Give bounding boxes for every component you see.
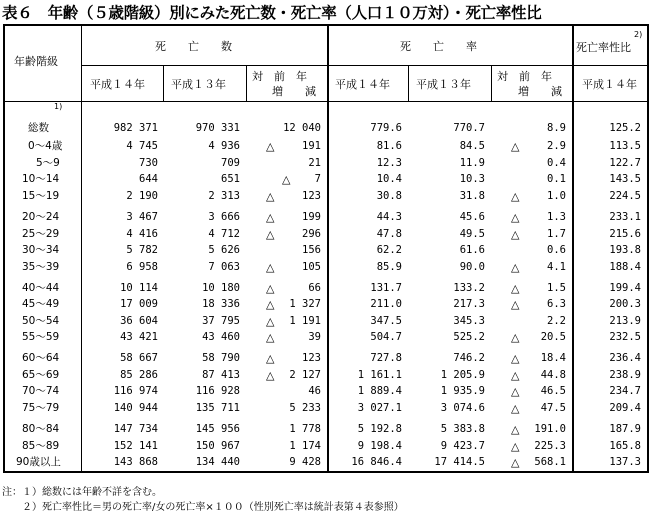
decrease-triangle-icon: △ <box>266 140 275 153</box>
column-divider <box>246 65 247 101</box>
decrease-triangle-icon: △ <box>511 211 520 224</box>
age-group-label: 20～24 <box>22 211 60 223</box>
cell-d14: 36 604 <box>120 315 158 327</box>
cell-rc: 6.3 <box>547 298 566 310</box>
cell-d14: 17 009 <box>120 298 158 310</box>
cell-d13: 18 336 <box>202 298 240 310</box>
cell-r14: 62.2 <box>376 244 402 256</box>
cell-r14: 12.3 <box>376 157 402 169</box>
decrease-triangle-icon: △ <box>511 352 520 365</box>
cell-rc: 1.5 <box>547 282 566 294</box>
cell-dc: 123 <box>302 352 321 364</box>
cell-ratio: 209.4 <box>609 402 641 414</box>
cell-d14: 2 190 <box>126 190 158 202</box>
header-age-group: 年齢階級 <box>14 55 58 68</box>
cell-rc: 8.9 <box>547 122 566 134</box>
age-group-label: 55～59 <box>22 331 60 343</box>
age-group-label: 80～84 <box>22 423 60 435</box>
cell-r14: 1 161.1 <box>357 369 402 381</box>
cell-rc: 1.0 <box>547 190 566 202</box>
cell-ratio: 143.5 <box>609 173 641 185</box>
cell-r14: 81.6 <box>376 140 402 152</box>
cell-d13: 150 967 <box>195 440 240 452</box>
cell-ratio: 122.7 <box>609 157 641 169</box>
cell-d14: 3 467 <box>126 211 158 223</box>
cell-d14: 147 734 <box>113 423 158 435</box>
header-ratio-footnote: 2) <box>634 30 643 39</box>
age-group-label: 30～34 <box>22 244 60 256</box>
cell-d13: 58 790 <box>202 352 240 364</box>
cell-rc: 1.3 <box>547 211 566 223</box>
cell-dc: 12 040 <box>283 122 321 134</box>
cell-ratio: 234.7 <box>609 385 641 397</box>
cell-dc: 191 <box>302 140 321 152</box>
cell-dc: 1 778 <box>289 423 321 435</box>
cell-ratio: 199.4 <box>609 282 641 294</box>
cell-d13: 970 331 <box>195 122 240 134</box>
cell-rc: 2.9 <box>547 140 566 152</box>
cell-d13: 2 313 <box>208 190 240 202</box>
age-group-label: 85～89 <box>22 440 60 452</box>
cell-rc: 2.2 <box>547 315 566 327</box>
cell-d14: 43 421 <box>120 331 158 343</box>
cell-d14: 5 782 <box>126 244 158 256</box>
cell-d13: 37 795 <box>202 315 240 327</box>
cell-rc: 18.4 <box>540 352 566 364</box>
decrease-triangle-icon: △ <box>266 315 275 328</box>
cell-d13: 709 <box>221 157 240 169</box>
cell-rc: 225.3 <box>534 440 566 452</box>
decrease-triangle-icon: △ <box>282 173 291 186</box>
cell-dc: 21 <box>308 157 321 169</box>
cell-r14: 727.8 <box>370 352 402 364</box>
decrease-triangle-icon: △ <box>266 369 275 382</box>
cell-r14: 5 192.8 <box>357 423 402 435</box>
cell-dc: 2 127 <box>289 369 321 381</box>
decrease-triangle-icon: △ <box>511 282 520 295</box>
header-rate-ratio: 死亡率性比 <box>576 41 631 54</box>
cell-dc: 39 <box>308 331 321 343</box>
age-group-label: 60～64 <box>22 352 60 364</box>
column-divider <box>408 65 409 101</box>
cell-d14: 644 <box>139 173 158 185</box>
cell-d14: 10 114 <box>120 282 158 294</box>
decrease-triangle-icon: △ <box>511 228 520 241</box>
decrease-triangle-icon: △ <box>511 369 520 382</box>
decrease-triangle-icon: △ <box>266 352 275 365</box>
cell-ratio: 238.9 <box>609 369 641 381</box>
cell-d14: 58 667 <box>120 352 158 364</box>
cell-rc: 44.8 <box>540 369 566 381</box>
decrease-triangle-icon: △ <box>511 140 520 153</box>
cell-d14: 4 416 <box>126 228 158 240</box>
decrease-triangle-icon: △ <box>266 282 275 295</box>
footnote-1: 注：１）総数には年齢不詳を含む。 <box>2 487 162 498</box>
cell-d14: 143 868 <box>113 456 158 468</box>
cell-r13: 49.5 <box>459 228 485 240</box>
column-divider <box>572 24 574 473</box>
cell-rc: 191.0 <box>534 423 566 435</box>
cell-r14: 9 198.4 <box>357 440 402 452</box>
cell-d14: 152 141 <box>113 440 158 452</box>
header-deaths-h13: 平成１３年 <box>171 78 226 91</box>
cell-ratio: 187.9 <box>609 423 641 435</box>
cell-r13: 746.2 <box>453 352 485 364</box>
decrease-triangle-icon: △ <box>511 456 520 469</box>
cell-d14: 730 <box>139 157 158 169</box>
cell-d13: 10 180 <box>202 282 240 294</box>
age-group-label: 50～54 <box>22 315 60 327</box>
cell-r13: 1 935.9 <box>440 385 485 397</box>
cell-r13: 345.3 <box>453 315 485 327</box>
decrease-triangle-icon: △ <box>511 190 520 203</box>
header-rate-change-top: 対 前 年 <box>497 70 552 83</box>
cell-ratio: 200.3 <box>609 298 641 310</box>
cell-d13: 145 956 <box>195 423 240 435</box>
cell-r13: 3 074.6 <box>440 402 485 414</box>
cell-d13: 87 413 <box>202 369 240 381</box>
cell-r13: 10.3 <box>459 173 485 185</box>
column-divider <box>327 24 329 473</box>
age-group-label: 10～14 <box>22 173 60 185</box>
cell-ratio: 113.5 <box>609 140 641 152</box>
age-group-label: 0～4歳 <box>28 140 63 152</box>
cell-r13: 9 423.7 <box>440 440 485 452</box>
cell-d13: 5 626 <box>208 244 240 256</box>
cell-r14: 85.9 <box>376 261 402 273</box>
cell-r13: 525.2 <box>453 331 485 343</box>
decrease-triangle-icon: △ <box>511 331 520 344</box>
decrease-triangle-icon: △ <box>266 331 275 344</box>
column-divider <box>491 65 492 101</box>
age-group-label: 70～74 <box>22 385 60 397</box>
cell-d14: 140 944 <box>113 402 158 414</box>
cell-dc: 156 <box>302 244 321 256</box>
cell-d13: 134 440 <box>195 456 240 468</box>
cell-r14: 44.3 <box>376 211 402 223</box>
cell-dc: 7 <box>314 173 321 185</box>
cell-dc: 105 <box>302 261 321 273</box>
cell-r14: 10.4 <box>376 173 402 185</box>
age-group-label: 65～69 <box>22 369 60 381</box>
cell-d13: 4 712 <box>208 228 240 240</box>
header-divider <box>81 65 647 66</box>
cell-r13: 17 414.5 <box>434 456 485 468</box>
cell-r13: 1 205.9 <box>440 369 485 381</box>
decrease-triangle-icon: △ <box>266 190 275 203</box>
decrease-triangle-icon: △ <box>266 298 275 311</box>
age-group-label: 90歳以上 <box>16 456 61 468</box>
age-group-label: 5～9 <box>36 157 60 169</box>
cell-d13: 43 460 <box>202 331 240 343</box>
header-deaths-change-bottom: 増 減 <box>272 85 316 98</box>
decrease-triangle-icon: △ <box>511 423 520 436</box>
cell-d14: 6 958 <box>126 261 158 273</box>
cell-r14: 779.6 <box>370 122 402 134</box>
decrease-triangle-icon: △ <box>511 440 520 453</box>
cell-d14: 85 286 <box>120 369 158 381</box>
header-deaths-change-top: 対 前 年 <box>252 70 307 83</box>
cell-ratio: 232.5 <box>609 331 641 343</box>
cell-r13: 770.7 <box>453 122 485 134</box>
cell-r14: 1 889.4 <box>357 385 402 397</box>
age-group-label: 25～29 <box>22 228 60 240</box>
cell-dc: 1 327 <box>289 298 321 310</box>
header-bottom-line <box>3 101 649 102</box>
cell-rc: 1.7 <box>547 228 566 240</box>
cell-dc: 9 428 <box>289 456 321 468</box>
decrease-triangle-icon: △ <box>266 228 275 241</box>
age-group-label: 40～44 <box>22 282 60 294</box>
cell-rc: 46.5 <box>540 385 566 397</box>
cell-ratio: 233.1 <box>609 211 641 223</box>
cell-r13: 61.6 <box>459 244 485 256</box>
cell-dc: 1 174 <box>289 440 321 452</box>
cell-r14: 347.5 <box>370 315 402 327</box>
cell-r14: 47.8 <box>376 228 402 240</box>
cell-ratio: 188.4 <box>609 261 641 273</box>
cell-rc: 4.1 <box>547 261 566 273</box>
total-footnote: 1) <box>54 102 63 111</box>
table-title: 表６ 年齢（５歳階級）別にみた死亡数・死亡率（人口１０万対）・死亡率性比 <box>2 4 542 22</box>
cell-r14: 30.8 <box>376 190 402 202</box>
cell-dc: 1 191 <box>289 315 321 327</box>
cell-r14: 211.0 <box>370 298 402 310</box>
cell-r13: 45.6 <box>459 211 485 223</box>
cell-dc: 296 <box>302 228 321 240</box>
cell-ratio: 165.8 <box>609 440 641 452</box>
cell-r14: 3 027.1 <box>357 402 402 414</box>
cell-dc: 5 233 <box>289 402 321 414</box>
decrease-triangle-icon: △ <box>266 211 275 224</box>
cell-dc: 123 <box>302 190 321 202</box>
cell-r13: 90.0 <box>459 261 485 273</box>
cell-d14: 4 745 <box>126 140 158 152</box>
cell-r13: 133.2 <box>453 282 485 294</box>
cell-d14: 116 974 <box>113 385 158 397</box>
age-group-label: 75～79 <box>22 402 60 414</box>
cell-r13: 5 383.8 <box>440 423 485 435</box>
decrease-triangle-icon: △ <box>511 261 520 274</box>
cell-rc: 568.1 <box>534 456 566 468</box>
cell-dc: 199 <box>302 211 321 223</box>
cell-r13: 11.9 <box>459 157 485 169</box>
header-rate-h14: 平成１４年 <box>335 78 390 91</box>
cell-ratio: 213.9 <box>609 315 641 327</box>
header-deaths: 死 亡 数 <box>155 40 232 53</box>
decrease-triangle-icon: △ <box>511 402 520 415</box>
cell-r14: 504.7 <box>370 331 402 343</box>
header-rate-change-bottom: 増 減 <box>518 85 562 98</box>
cell-d13: 116 928 <box>195 385 240 397</box>
footnote-2: ２）死亡率性比＝男の死亡率/女の死亡率×１００（性別死亡率は統計表第４表参照） <box>22 502 404 513</box>
column-divider <box>81 24 82 473</box>
cell-r13: 31.8 <box>459 190 485 202</box>
cell-rc: 0.6 <box>547 244 566 256</box>
cell-ratio: 137.3 <box>609 456 641 468</box>
age-group-label: 総数 <box>28 122 49 134</box>
header-death-rate: 死 亡 率 <box>400 40 477 53</box>
decrease-triangle-icon: △ <box>266 261 275 274</box>
cell-rc: 0.1 <box>547 173 566 185</box>
cell-rc: 20.5 <box>540 331 566 343</box>
cell-r13: 84.5 <box>459 140 485 152</box>
header-ratio-h14: 平成１４年 <box>582 78 637 91</box>
decrease-triangle-icon: △ <box>511 298 520 311</box>
age-group-label: 45～49 <box>22 298 60 310</box>
cell-ratio: 193.8 <box>609 244 641 256</box>
cell-ratio: 215.6 <box>609 228 641 240</box>
cell-d13: 135 711 <box>195 402 240 414</box>
age-group-label: 15～19 <box>22 190 60 202</box>
cell-d13: 7 063 <box>208 261 240 273</box>
cell-ratio: 125.2 <box>609 122 641 134</box>
cell-rc: 0.4 <box>547 157 566 169</box>
cell-d13: 4 936 <box>208 140 240 152</box>
cell-d13: 651 <box>221 173 240 185</box>
decrease-triangle-icon: △ <box>511 385 520 398</box>
cell-ratio: 236.4 <box>609 352 641 364</box>
header-deaths-h14: 平成１４年 <box>90 78 145 91</box>
cell-rc: 47.5 <box>540 402 566 414</box>
cell-ratio: 224.5 <box>609 190 641 202</box>
cell-r14: 16 846.4 <box>351 456 402 468</box>
cell-d14: 982 371 <box>113 122 158 134</box>
age-group-label: 35～39 <box>22 261 60 273</box>
cell-r13: 217.3 <box>453 298 485 310</box>
cell-d13: 3 666 <box>208 211 240 223</box>
column-divider <box>163 65 164 101</box>
cell-dc: 66 <box>308 282 321 294</box>
cell-dc: 46 <box>308 385 321 397</box>
cell-r14: 131.7 <box>370 282 402 294</box>
header-rate-h13: 平成１３年 <box>416 78 471 91</box>
